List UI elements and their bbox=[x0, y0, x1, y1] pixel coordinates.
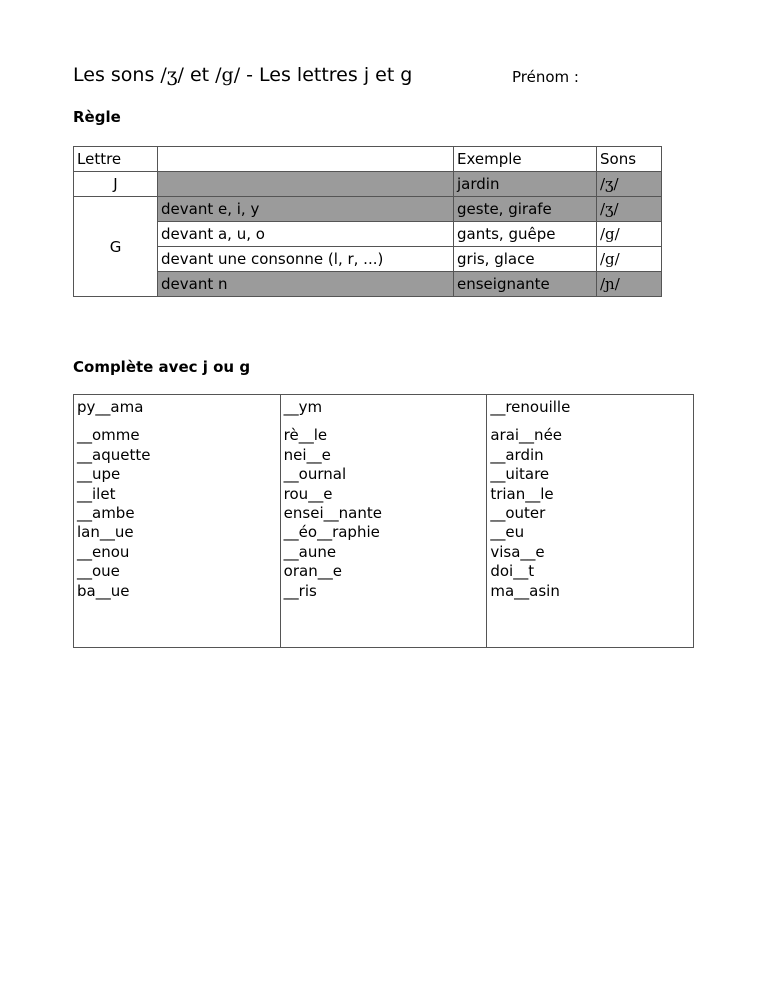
rule-g-4: devant n bbox=[158, 272, 454, 297]
word-blank: __upe bbox=[77, 465, 121, 484]
exercise-column-2 bbox=[281, 395, 488, 647]
word-blank: __ardin bbox=[490, 445, 544, 464]
example-g-4: enseignante bbox=[454, 272, 597, 297]
rule-table bbox=[73, 146, 662, 297]
exercise-heading: Complète avec j ou g bbox=[73, 358, 251, 376]
title-suffix: - Les lettres j et g bbox=[240, 64, 413, 86]
exercise-table bbox=[73, 394, 694, 648]
rule-row-g-1 bbox=[74, 197, 662, 222]
sound-j: /ʒ/ bbox=[597, 172, 662, 197]
word-blank: __ambe bbox=[77, 504, 135, 523]
example-g-3: gris, glace bbox=[454, 247, 597, 272]
sound-g-3: /g/ bbox=[597, 247, 662, 272]
word-blank: arai__née bbox=[490, 426, 563, 445]
word-blank: trian__le bbox=[490, 484, 554, 503]
word-blank: __renouille bbox=[490, 398, 571, 416]
header-exemple: Exemple bbox=[454, 147, 597, 172]
exercise-column-1 bbox=[74, 395, 281, 647]
word-blank: __aquette bbox=[77, 445, 151, 464]
word-blank: __oue bbox=[77, 562, 120, 581]
word-blank: ma__asin bbox=[490, 581, 560, 600]
word-blank: __enou bbox=[77, 542, 130, 561]
rule-row-g-3 bbox=[74, 247, 662, 272]
word-blank: ba__ue bbox=[77, 581, 130, 600]
rule-row-j bbox=[74, 172, 662, 197]
word-blank: __uitare bbox=[490, 465, 550, 484]
rule-g-2: devant a, u, o bbox=[158, 222, 454, 247]
letter-j: J bbox=[74, 172, 158, 197]
header-lettre: Lettre bbox=[74, 147, 158, 172]
exercise-column-3 bbox=[487, 395, 693, 647]
word-blank: lan__ue bbox=[77, 523, 134, 542]
word-blank: nei__e bbox=[283, 445, 331, 464]
sound-g-2: /g/ bbox=[597, 222, 662, 247]
word-blank: doi__t bbox=[490, 562, 535, 581]
example-j: jardin bbox=[454, 172, 597, 197]
title-sound-g: /g/ bbox=[215, 64, 241, 86]
rule-j bbox=[158, 172, 454, 197]
word-blank: rou__e bbox=[283, 484, 333, 503]
example-g-1: geste, girafe bbox=[454, 197, 597, 222]
word-blank: visa__e bbox=[490, 542, 545, 561]
page-title bbox=[73, 64, 412, 86]
rule-g-3: devant une consonne (l, r, ...) bbox=[158, 247, 454, 272]
title-and: et bbox=[183, 64, 216, 86]
word-blank: ensei__nante bbox=[283, 504, 382, 523]
prenom-label: Prénom : bbox=[512, 68, 579, 86]
word-blank: __ilet bbox=[77, 484, 116, 503]
word-blank: rè__le bbox=[283, 426, 328, 445]
letter-g: G bbox=[74, 197, 158, 297]
word-blank: __ym bbox=[283, 398, 323, 416]
word-blank: __ris bbox=[283, 581, 317, 600]
title-sound-j: /ʒ/ bbox=[160, 64, 184, 86]
word-blank: __éo__raphie bbox=[283, 523, 380, 542]
word-blank: __aune bbox=[283, 542, 337, 561]
rule-g-1: devant e, i, y bbox=[158, 197, 454, 222]
word-blank: __outer bbox=[490, 504, 546, 523]
header-sons: Sons bbox=[597, 147, 662, 172]
sound-g-1: /ʒ/ bbox=[597, 197, 662, 222]
rule-row-g-4 bbox=[74, 272, 662, 297]
word-blank: oran__e bbox=[283, 562, 342, 581]
rule-table-header-row bbox=[74, 147, 662, 172]
word-blank: __omme bbox=[77, 426, 140, 445]
word-blank: __ournal bbox=[283, 465, 347, 484]
header-rule bbox=[158, 147, 454, 172]
word-blank: py__ama bbox=[77, 398, 144, 416]
rule-row-g-2 bbox=[74, 222, 662, 247]
title-prefix: Les sons bbox=[73, 64, 161, 86]
sound-g-4: /ɲ/ bbox=[597, 272, 662, 297]
word-blank: __eu bbox=[490, 523, 525, 542]
regle-heading: Règle bbox=[73, 108, 121, 126]
example-g-2: gants, guêpe bbox=[454, 222, 597, 247]
